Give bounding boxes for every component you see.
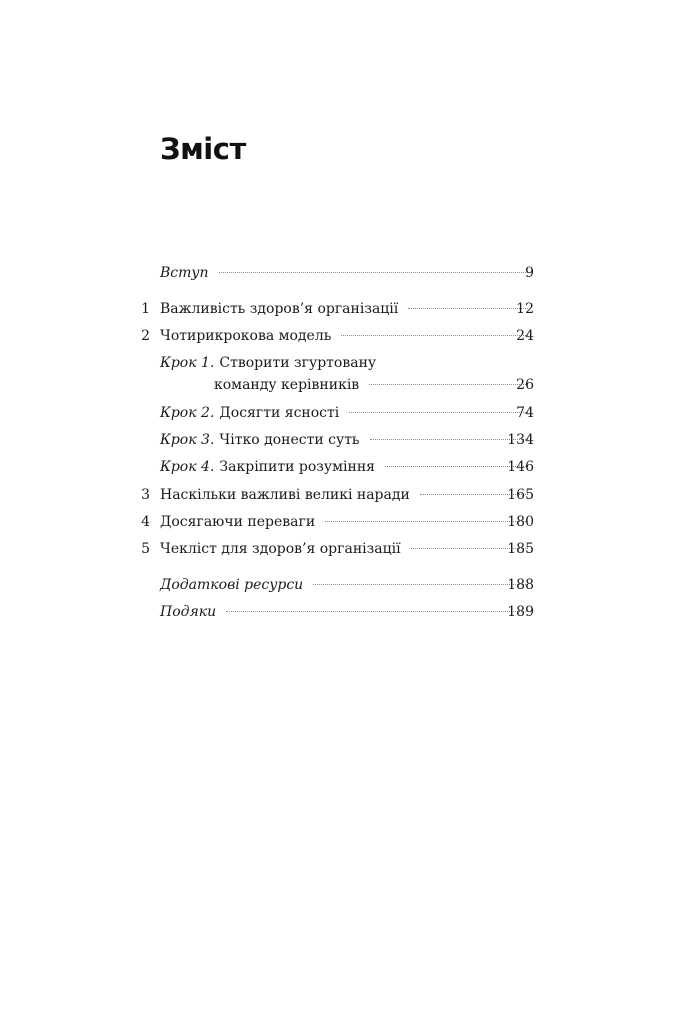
toc-entry-label: Чітко донести суть — [219, 432, 360, 448]
toc-page-number: 24 — [516, 328, 534, 344]
dot-leader — [369, 384, 528, 385]
toc-entry-label: Вступ — [160, 265, 209, 281]
step-label: Крок 4. — [160, 459, 215, 475]
chapter-number: 2 — [141, 328, 150, 344]
toc-page-number: 26 — [516, 377, 534, 393]
toc-entry-label: Створити згуртовану — [219, 355, 377, 371]
toc-entry-chapter-5[interactable] — [0, 538, 682, 560]
chapter-number: 4 — [141, 514, 150, 530]
dot-leader — [370, 439, 528, 440]
dot-leader — [341, 335, 528, 336]
toc-entry-label: Важливість здоров’я організації — [160, 301, 399, 317]
toc-entry-label: команду керівників — [214, 377, 360, 393]
toc-entry-step-3[interactable] — [0, 429, 682, 451]
toc-page-number: 189 — [507, 604, 534, 620]
toc-entry-label: Закріпити розуміння — [219, 459, 375, 475]
toc-page-number: 185 — [507, 541, 534, 557]
toc-entry-label: Додаткові ресурси — [160, 577, 304, 593]
toc-page-number: 146 — [507, 459, 534, 475]
chapter-number: 1 — [141, 301, 150, 317]
toc-entry-chapter-2[interactable] — [0, 325, 682, 347]
toc-page-number: 74 — [516, 405, 534, 421]
toc-entry-chapter-4[interactable] — [0, 511, 682, 533]
page-title: Зміст — [160, 132, 246, 166]
step-label: Крок 3. — [160, 432, 215, 448]
dot-leader — [219, 272, 528, 273]
toc-entry-step-1-line-1[interactable] — [0, 352, 682, 374]
toc-page-number: 180 — [507, 514, 534, 530]
toc-entry-chapter-3[interactable] — [0, 484, 682, 506]
toc-entry-label: Чекліст для здоров’я організації — [160, 541, 401, 557]
dot-leader — [313, 584, 528, 585]
toc-entry-step-4[interactable] — [0, 456, 682, 478]
toc-entry-label: Чотирикрокова модель — [160, 328, 332, 344]
toc-page-number: 12 — [516, 301, 534, 317]
toc-entry-label: Наскільки важливі великі наради — [160, 487, 410, 503]
toc-entry-label: Подяки — [160, 604, 217, 620]
toc-entry-step-2[interactable] — [0, 402, 682, 424]
toc-entry-resources[interactable] — [0, 574, 682, 596]
chapter-number: 3 — [141, 487, 150, 503]
chapter-number: 5 — [141, 541, 150, 557]
dot-leader — [408, 308, 528, 309]
step-label: Крок 1. — [160, 355, 215, 371]
toc-entry-intro[interactable] — [0, 262, 682, 284]
toc-entry-chapter-1[interactable] — [0, 298, 682, 320]
toc-entry-label: Досягаючи переваги — [160, 514, 316, 530]
toc-page-number: 9 — [525, 265, 534, 281]
toc-page-number: 134 — [507, 432, 534, 448]
dot-leader — [349, 412, 528, 413]
dot-leader — [226, 611, 528, 612]
toc-entry-thanks[interactable] — [0, 601, 682, 623]
toc-entry-step-1-line-2[interactable] — [0, 374, 682, 396]
dot-leader — [325, 521, 528, 522]
toc-page-number: 165 — [507, 487, 534, 503]
toc-page-number: 188 — [507, 577, 534, 593]
toc-entry-label: Досягти ясності — [219, 405, 340, 421]
step-label: Крок 2. — [160, 405, 215, 421]
